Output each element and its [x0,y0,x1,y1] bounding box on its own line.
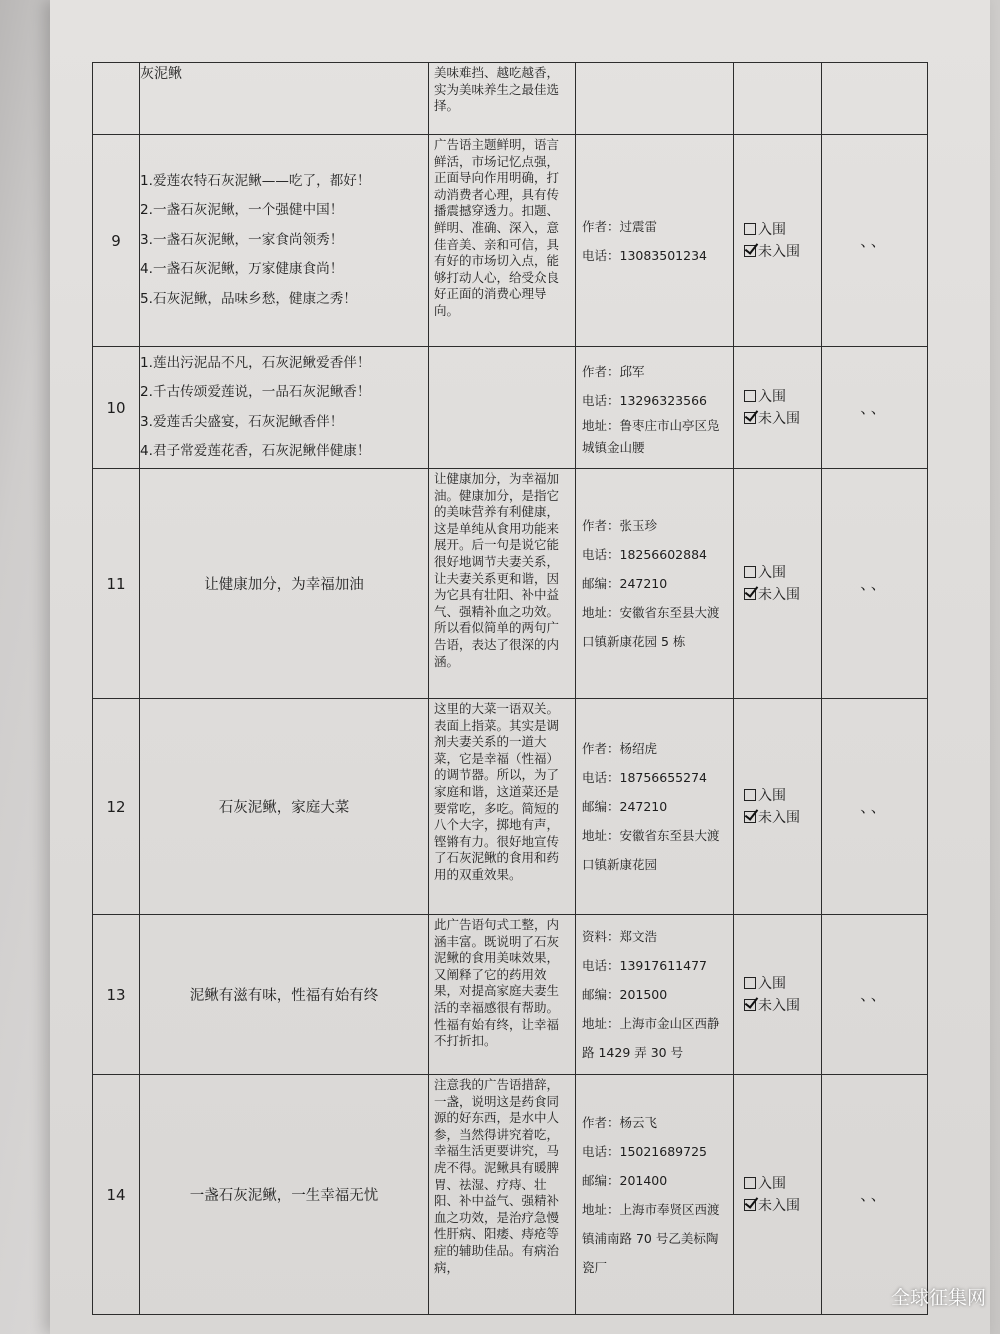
shortlisted-checkbox[interactable] [744,223,756,235]
status-cell [734,469,822,699]
contact-line: 作者：张玉珍 [582,518,658,533]
shortlisted-checkbox[interactable] [744,566,756,578]
shortlisted-label: 入围 [758,388,786,405]
entry-number: 13 [93,915,140,1075]
not-shortlisted-label: 未入围 [758,1197,800,1214]
entries-table [92,62,928,1315]
slogan-cell [140,469,429,699]
slogan-line: 石灰泥鳅，家庭大菜 [218,800,350,816]
not-shortlisted-checkbox[interactable] [744,1199,756,1211]
contact-line: 电话：13296323566 [582,392,707,408]
contact-line: 地址：上海市奉贤区西渡镇浦南路 70 号乙美标陶瓷厂 [582,1201,720,1275]
contact-line: 邮编：201500 [582,987,668,1002]
review-mark: 、、 [822,1075,928,1315]
shortlisted-checkbox[interactable] [744,1177,756,1189]
table-row [93,469,928,699]
slogan-line: 3.一盏石灰泥鳅，一家食尚领秀！ [140,231,344,248]
shortlisted-label: 入围 [758,221,786,238]
entry-number: 14 [93,1075,140,1315]
contact-cell [576,915,734,1075]
not-shortlisted-checkbox[interactable] [744,999,756,1011]
contact-cell [576,63,734,135]
contact-line: 电话：18756655274 [582,770,707,785]
status-cell [734,63,822,135]
status-cell [734,135,822,347]
contact-line: 地址：安徽省东至县大渡口镇新康花园 [582,828,720,872]
status-cell [734,915,822,1075]
review-mark: 、、 [822,135,928,347]
slogan-line: 4.君子常爱莲花香，石灰泥鳅伴健康！ [140,443,371,459]
not-shortlisted-checkbox[interactable] [744,588,756,600]
contact-line: 邮编：247210 [582,799,668,814]
contact-line: 作者：杨云飞 [582,1114,658,1130]
review-cell: 广告语主题鲜明，语言鲜活，市场记忆点强，正面导向作用明确，打动消费者心理，具有传播震撼穿透力。扣题、鲜明、准确、深入，意佳音美、亲和可信，具有好的市场切入点，能够打动人心，给受众良好正面的消费心理导向。 [429,135,576,347]
entry-number: 12 [93,699,140,915]
shortlisted-checkbox[interactable] [744,977,756,989]
slogan-line: 4.一盏石灰泥鳅，万家健康食尚！ [140,261,344,278]
contact-cell [576,469,734,699]
not-shortlisted-checkbox[interactable] [744,811,756,823]
contact-line: 电话：18256602884 [582,547,707,562]
contact-line: 电话：13083501234 [582,247,707,263]
review-cell: 让健康加分，为幸福加油。健康加分，是指它的美味营养有利健康，这是单纯从食用功能来展开。后一句是说它能很好地调节夫妻关系，让夫妻关系更和谐，因为它具有壮阳、补中益气、强精补血之功效。所以看似简单的两句广告语，表达了很深的内涵。 [429,469,576,699]
contact-line: 地址：安徽省东至县大渡口镇新康花园 5 栋 [582,605,720,649]
slogan-line: 一盏石灰泥鳅，一生幸福无忧 [189,1188,379,1204]
not-shortlisted-label: 未入围 [758,809,800,826]
slogan-cell [140,347,429,469]
review-cell: 美味难挡、越吃越香，实为美味养生之最佳选择。 [429,63,576,135]
contact-cell [576,135,734,347]
shortlisted-label: 入围 [758,787,786,804]
contact-line: 电话：13917611477 [582,958,707,973]
shortlisted-label: 入围 [758,1175,786,1192]
contact-line: 地址：上海市金山区西静路 1429 弄 30 号 [582,1016,720,1060]
slogan-line: 泥鳅有滋有味，性福有始有终 [189,988,379,1004]
entry-number [93,63,140,135]
slogan-line: 让健康加分，为幸福加油 [204,577,364,593]
site-watermark: 全球征集网 [890,1287,986,1309]
mark-cell [822,63,928,135]
slogan-line: 3.爱莲舌尖盛宴，石灰泥鳅香伴！ [140,413,344,430]
contact-cell [576,699,734,915]
slogan-line: 1.爱莲农特石灰泥鳅——吃了，都好！ [140,172,371,189]
slogan-cell [140,135,429,347]
slogan-line: 1.莲出污泥品不凡，石灰泥鳅爱香伴！ [140,354,371,371]
contact-line: 作者：过震雷 [582,218,658,234]
slogan-line: 2.千古传颂爱莲说，一品石灰泥鳅香！ [140,384,371,400]
not-shortlisted-label: 未入围 [758,586,800,603]
review-cell [429,347,576,469]
shortlisted-checkbox[interactable] [744,789,756,801]
not-shortlisted-label: 未入围 [758,243,800,260]
slogan-cell [140,1075,429,1315]
review-mark: 、、 [822,469,928,699]
contact-line: 地址：鲁枣庄市山亭区凫城镇金山腰 [582,417,720,455]
review-mark: 、、 [822,347,928,469]
status-cell [734,699,822,915]
slogan-cell [140,915,429,1075]
shortlisted-label: 入围 [758,564,786,581]
slogan-cell [140,699,429,915]
not-shortlisted-checkbox[interactable] [744,245,756,257]
table-row [93,915,928,1075]
not-shortlisted-label: 未入围 [758,997,800,1014]
review-cell: 此广告语句式工整，内涵丰富。既说明了石灰泥鳅的食用美味效果，又阐释了它的药用效果，对提高家庭夫妻生活的幸福感很有帮助。性福有始有终，让幸福不打折扣。 [429,915,576,1075]
table-row [93,135,928,347]
contact-line: 邮编：201400 [582,1172,668,1188]
review-mark: 、、 [822,915,928,1075]
shortlisted-checkbox[interactable] [744,390,756,402]
contact-line: 作者：杨绍虎 [582,741,658,756]
contact-line: 资料：郑文浩 [582,929,658,944]
table-row [93,347,928,469]
table-row [93,1075,928,1315]
shortlisted-label: 入围 [758,975,786,992]
contact-line: 邮编：247210 [582,576,668,591]
slogan-line: 5.石灰泥鳅，品味乡愁，健康之秀！ [140,290,357,307]
entry-number: 10 [93,347,140,469]
table-row [93,699,928,915]
contact-line: 作者：邱军 [582,363,645,379]
status-cell [734,347,822,469]
slogan-cell [140,63,429,135]
entry-number: 9 [93,135,140,347]
contact-line: 电话：15021689725 [582,1143,707,1159]
entry-number: 11 [93,469,140,699]
table-row [93,63,928,135]
status-cell [734,1075,822,1315]
review-cell: 这里的大菜一语双关。表面上指菜。其实是调剂夫妻关系的一道大菜，它是幸福（性福）的调节器。所以，为了家庭和谐，这道菜还是要常吃，多吃。简短的八个大字，掷地有声，铿锵有力。很好地宣传了石灰泥鳅的食用和药用的双重效果。 [429,699,576,915]
contact-cell [576,347,734,469]
slogan-line: 2.一盏石灰泥鳅，一个强健中国！ [140,202,344,219]
contact-cell [576,1075,734,1315]
review-cell: 注意我的广告语措辞，一盏，说明这是药食同源的好东西，是水中人参，当然得讲究着吃，幸福生活更要讲究，马虎不得。泥鳅具有暖脾胃、祛湿、疗痔、壮阳、补中益气、强精补血之功效，是治疗急慢性肝病、阳痿、痔疮等症的辅助佳品。有病治病， [429,1075,576,1315]
slogan-line: 灰泥鳅 [140,66,182,82]
not-shortlisted-label: 未入围 [758,410,800,427]
review-mark: 、、 [822,699,928,915]
not-shortlisted-checkbox[interactable] [744,412,756,424]
